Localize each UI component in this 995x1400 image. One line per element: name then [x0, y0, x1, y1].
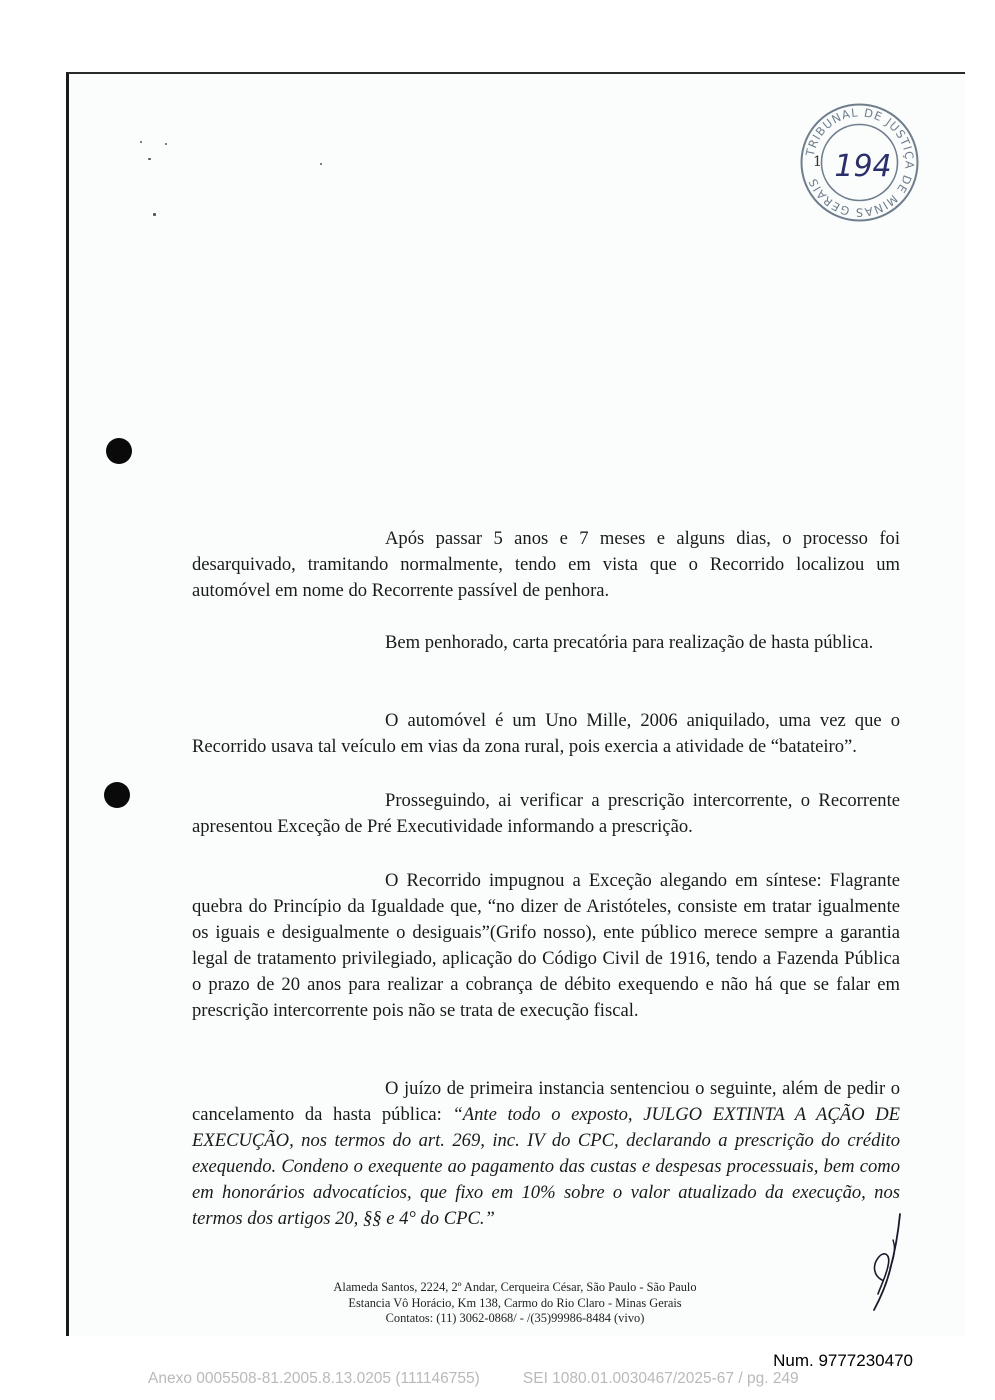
footer-address-minas-gerais: Estancia Vô Horácio, Km 138, Carmo do Rio Claro - Minas Gerais: [348, 1295, 682, 1310]
footer-contacts: Contatos: (11) 3062-0868/ - /(35)99986-8484 (vivo): [385, 1311, 645, 1325]
watermark-spacer: [480, 1370, 523, 1387]
scan-speck: [140, 141, 142, 143]
paragraph-prosseguindo: Prosseguindo, ai verificar a prescrição intercorrente, o Recorrente apresentou Exceção de Pré Executividade informando a prescrição.: [192, 790, 900, 837]
watermark-annex: Anexo 0005508-81.2005.8.13.0205 (111146755): [148, 1370, 480, 1387]
paragraph-sentenca: [192, 1076, 900, 1232]
sei-watermark: [148, 1370, 799, 1388]
punch-hole-top: [106, 438, 132, 464]
scan-speck: [320, 163, 322, 165]
paragraph-penhorado: Bem penhorado, carta precatória para realização de hasta pública.: [385, 632, 874, 653]
watermark-sei: SEI 1080.01.0030467/2025-67 / pg. 249: [522, 1370, 799, 1387]
document-number: Num. 9777230470: [773, 1351, 913, 1370]
stamp-mark: 1: [813, 154, 822, 170]
paragraph-automovel: O automóvel é um Uno Mille, 2006 aniquilado, uma vez que o Recorrido usava tal veículo em vias da zona rural, pois exercia a atividade de “batateiro”.: [192, 710, 900, 757]
paragraph-desarquivado: Após passar 5 anos e 7 meses e alguns dias, o processo foi desarquivado, tramitando normalmente, tendo em vista que o Recorrido localizou um automóvel em nome do Recorrente passível de penhora.: [192, 528, 900, 601]
handwritten-signature: [860, 1210, 910, 1315]
footer-address-sao-paulo: Alameda Santos, 2224, 2º Andar, Cerqueira César, São Paulo - São Paulo: [333, 1280, 697, 1294]
page-folio-number: 194: [834, 149, 892, 184]
sentenca-quote: “Ante todo o exposto, JULGO EXTINTA A AÇÃO DE EXECUÇÃO, nos termos do art. 269, inc. IV do CPC, declarando a prescrição do crédito exequendo. Condeno o exequente ao pagamento das custas e despesas processuais, bem como em honorários advocatícios, que fixo em 10% sobre o valor atualizado da execução, nos termos dos artigos 20, §§ e 4° do CPC.”: [192, 1104, 900, 1229]
scan-speck: [165, 143, 167, 145]
letterhead-footer: [300, 1280, 730, 1327]
scan-speck: [148, 158, 151, 160]
punch-hole-bottom: [104, 782, 130, 808]
court-stamp: [797, 100, 922, 225]
sentenca-intro: O juízo de primeira instancia sentenciou o seguinte, além de pedir o cancelamento da hasta pública:: [192, 1078, 900, 1125]
scan-speck: [153, 213, 156, 216]
paragraph-impugnacao: O Recorrido impugnou a Exceção alegando em síntese: Flagrante quebra do Princípio da Igualdade que, “no dizer de Aristóteles, consiste em tratar igualmente os iguais e desigualmente o desiguais”(Grifo nosso), ente público merece sempre a garantia legal de tratamento privilegiado, aplicação do Código Civil de 1916, tendo a Fazenda Pública o prazo de 20 anos para realizar a cobrança de débito exequendo e não há que se falar em prescrição intercorrente pois não se trata de execução fiscal.: [192, 870, 900, 1021]
stamp-ring-text: TRIBUNAL DE JUSTIÇA DE MINAS GERAIS: [802, 105, 917, 220]
